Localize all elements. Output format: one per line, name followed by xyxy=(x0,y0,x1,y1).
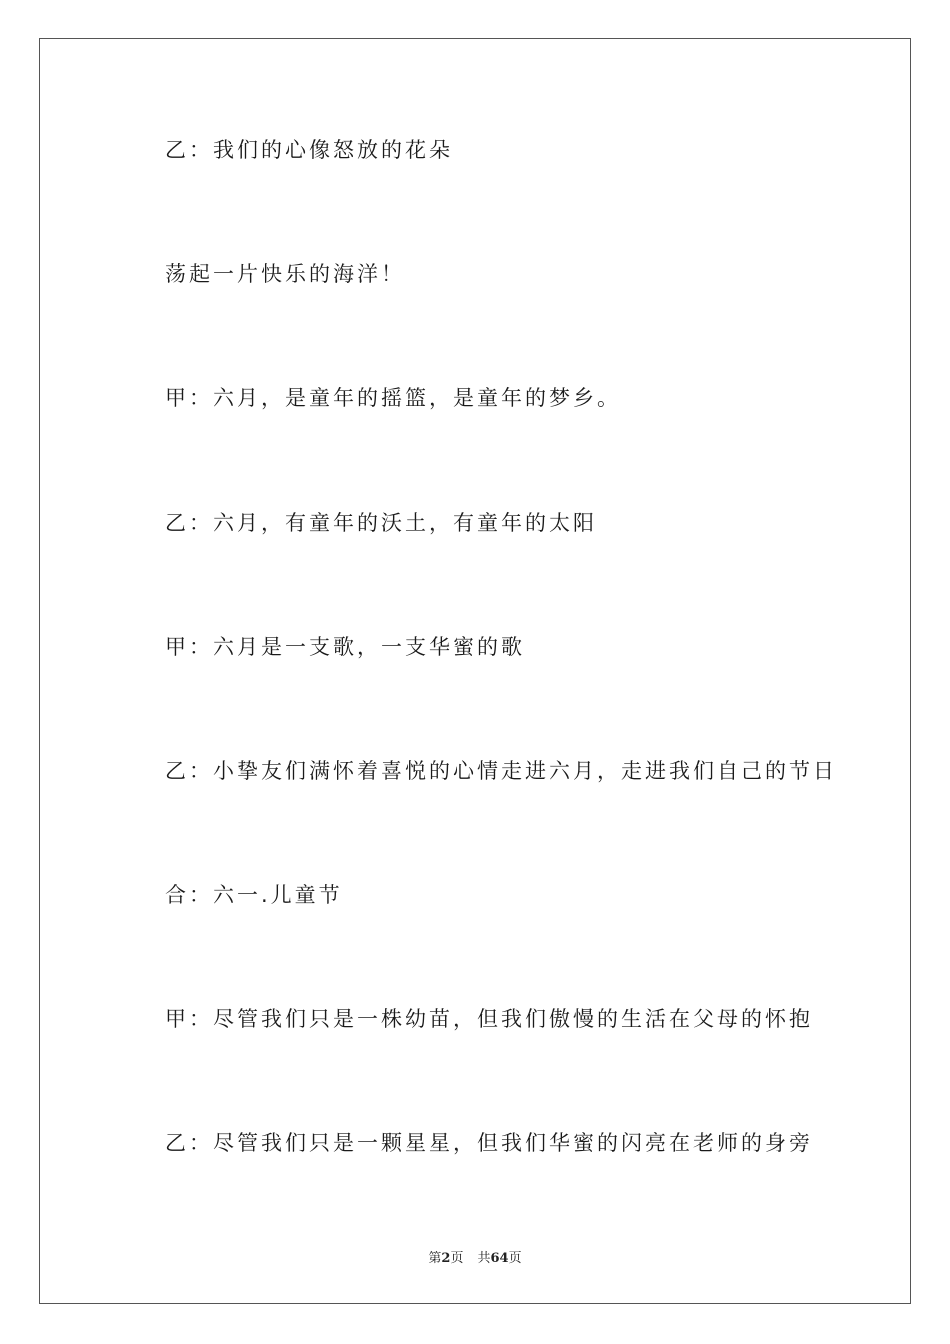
total-suffix: 页 xyxy=(508,1251,522,1266)
script-line: 荡起一片快乐的海洋！ xyxy=(165,262,405,286)
script-line: 甲：尽管我们只是一株幼苗，但我们傲慢的生活在父母的怀抱 xyxy=(165,1007,813,1031)
script-line: 乙：六月，有童年的沃土，有童年的太阳 xyxy=(165,511,597,535)
page-footer xyxy=(0,1247,950,1266)
script-line: 合：六一.儿童节 xyxy=(165,883,343,907)
script-line: 乙：我们的心像怒放的花朵 xyxy=(165,138,453,162)
script-line: 甲：六月，是童年的摇篮，是童年的梦乡。 xyxy=(165,386,621,410)
page-suffix: 页 xyxy=(450,1251,464,1266)
page-prefix: 第 xyxy=(428,1251,442,1266)
page-border xyxy=(39,38,911,1304)
page-number: 2 xyxy=(441,1251,451,1266)
script-line: 乙：小挚友们满怀着喜悦的心情走进六月，走进我们自己的节日 xyxy=(165,759,837,783)
total-prefix: 共 xyxy=(477,1251,491,1266)
total-pages: 64 xyxy=(490,1251,509,1266)
script-line: 甲：六月是一支歌，一支华蜜的歌 xyxy=(165,635,525,659)
script-line: 乙：尽管我们只是一颗星星，但我们华蜜的闪亮在老师的身旁 xyxy=(165,1131,813,1155)
